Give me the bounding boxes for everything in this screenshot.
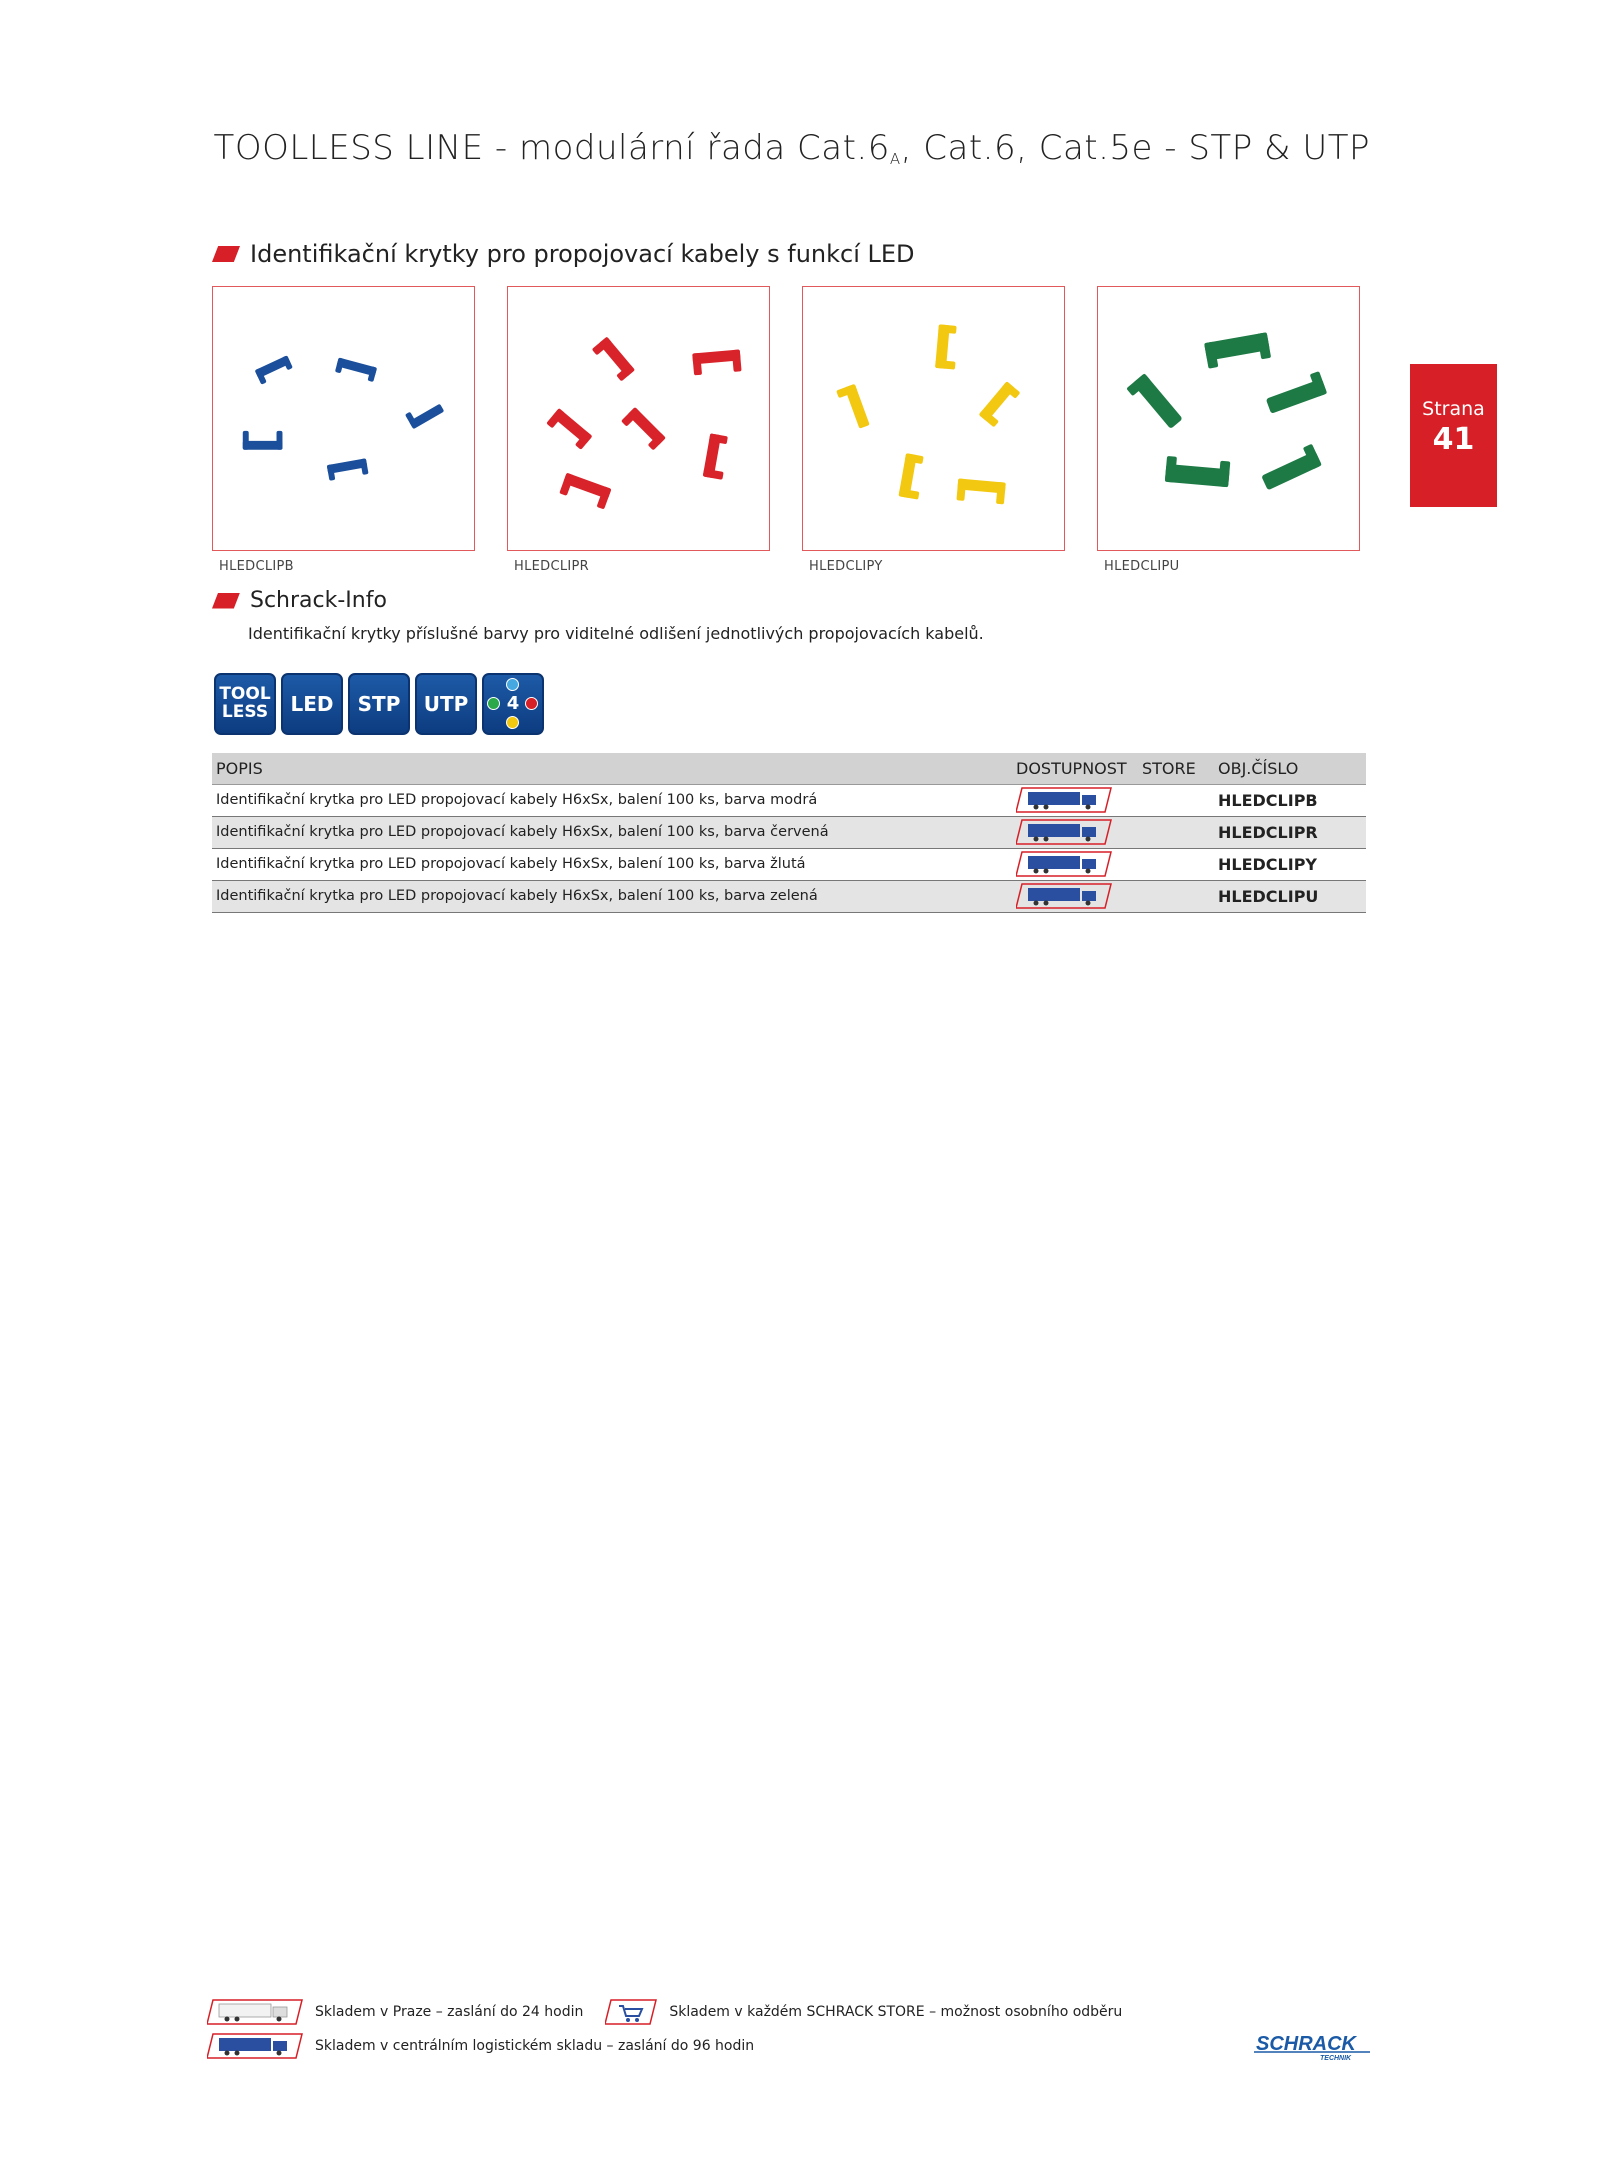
toolless-badge-icon: TOOL LESS [214, 673, 276, 735]
section-heading: Identifikační krytky pro propojovací kabely s funkcí LED [212, 240, 915, 268]
order-code[interactable]: HLEDCLIPR [1214, 816, 1366, 848]
table-row[interactable] [212, 880, 1366, 912]
shopping-cart-icon [605, 1999, 657, 2025]
availability-cell [1012, 784, 1138, 816]
store-cell [1138, 880, 1214, 912]
product-label: HLEDCLIPR [514, 559, 589, 574]
col-popis: POPIS [212, 753, 1012, 784]
product-image-yellow[interactable] [802, 286, 1065, 574]
row-popis: Identifikační krytka pro LED propojovací kabely H6xSx, balení 100 ks, barva zelená [212, 880, 1012, 912]
info-heading: Schrack-Info [212, 588, 387, 613]
table-row[interactable] [212, 848, 1366, 880]
row-popis: Identifikační krytka pro LED propojovací kabely H6xSx, balení 100 ks, barva žlutá [212, 848, 1012, 880]
legend-central: Skladem v centrálním logistickém skladu – zaslání do 96 hodin [207, 2033, 754, 2059]
truck-icon [1016, 819, 1112, 845]
green-dot-icon [487, 697, 500, 710]
yellow-dot-icon [506, 716, 519, 729]
col-dostupnost: DOSTUPNOST [1012, 753, 1138, 784]
table-row[interactable] [212, 816, 1366, 848]
legend-footer [207, 1995, 1144, 2063]
availability-cell [1012, 816, 1138, 848]
product-image-row [212, 286, 1360, 574]
truck-icon [1016, 787, 1112, 813]
led-badge-icon: LED [281, 673, 343, 735]
schrack-logo-icon [1252, 2030, 1376, 2064]
red-clips-image [508, 287, 769, 550]
store-cell [1138, 816, 1214, 848]
stp-badge-icon: STP [348, 673, 410, 735]
order-code[interactable]: HLEDCLIPB [1214, 784, 1366, 816]
order-code[interactable]: HLEDCLIPY [1214, 848, 1366, 880]
blue-truck-icon [207, 2033, 303, 2059]
green-clips-image [1098, 287, 1359, 550]
row-popis: Identifikační krytka pro LED propojovací kabely H6xSx, balení 100 ks, barva červená [212, 816, 1012, 848]
store-cell [1138, 848, 1214, 880]
svg-text:SCHRACK: SCHRACK [1256, 2033, 1356, 2055]
info-marker-icon [212, 593, 240, 609]
svg-text:TECHNIK: TECHNIK [1320, 2055, 1352, 2062]
page-number: 41 [1432, 422, 1475, 457]
availability-cell [1012, 848, 1138, 880]
legend-store: Skladem v každém SCHRACK STORE – možnost osobního odběru [605, 1999, 1122, 2025]
availability-cell [1012, 880, 1138, 912]
legend-praha: Skladem v Praze – zaslání do 24 hodin [207, 1999, 583, 2025]
product-image-green[interactable] [1097, 286, 1360, 574]
product-image-blue[interactable] [212, 286, 475, 574]
white-truck-icon [207, 1999, 303, 2025]
utp-badge-icon: UTP [415, 673, 477, 735]
feature-badges [214, 673, 544, 735]
page-number-tab [1410, 364, 1497, 507]
truck-icon [1016, 883, 1112, 909]
info-text: Identifikační krytky příslušné barvy pro viditelné odlišení jednotlivých propojovacích kabelů. [248, 624, 984, 643]
page-title: TOOLLESS LINE - modulární řada $Cat.6_A$, Cat.6, Cat.5e - STP & UTP [213, 128, 1370, 168]
row-popis: Identifikační krytka pro LED propojovací kabely H6xSx, balení 100 ks, barva modrá [212, 784, 1012, 816]
four-colors-badge-icon: 4 [482, 673, 544, 735]
product-label: HLEDCLIPB [219, 559, 294, 574]
truck-icon [1016, 851, 1112, 877]
table-row[interactable] [212, 784, 1366, 816]
product-label: HLEDCLIPU [1104, 559, 1180, 574]
table-header-row [212, 753, 1366, 784]
blue-clips-image [213, 287, 474, 550]
page-number-label: Strana [1422, 398, 1485, 420]
product-table [212, 753, 1366, 913]
store-cell [1138, 784, 1214, 816]
yellow-clips-image [803, 287, 1064, 550]
red-dot-icon [525, 697, 538, 710]
section-marker-icon [212, 246, 240, 262]
order-code[interactable]: HLEDCLIPU [1214, 880, 1366, 912]
product-image-red[interactable] [507, 286, 770, 574]
col-store: STORE [1138, 753, 1214, 784]
blue-dot-icon [506, 678, 519, 691]
col-obj: OBJ.ČÍSLO [1214, 753, 1366, 784]
product-label: HLEDCLIPY [809, 559, 883, 574]
